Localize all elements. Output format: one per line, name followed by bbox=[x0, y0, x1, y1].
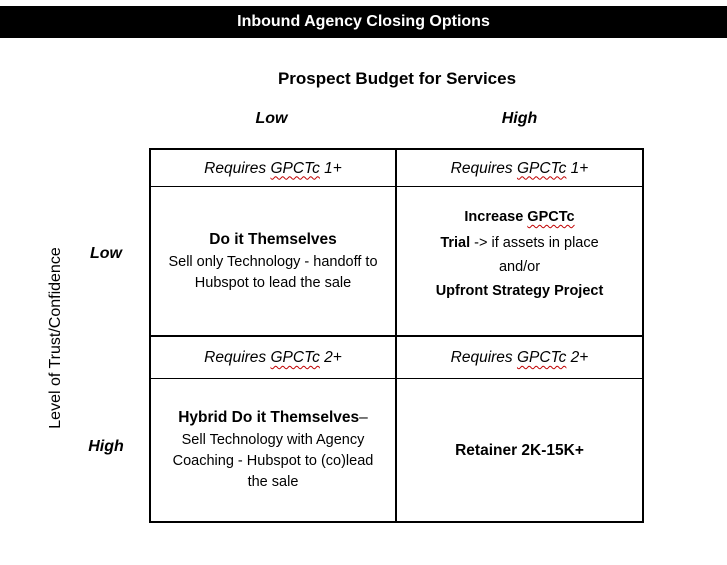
bottom-right-option bbox=[397, 379, 642, 521]
y-axis-high-label: High bbox=[88, 438, 124, 455]
requirement-level: 2+ bbox=[319, 349, 342, 366]
option-text: Hubspot to lead the sale bbox=[194, 274, 352, 291]
requirement-prefix: Requires bbox=[204, 159, 271, 177]
option-heading bbox=[464, 205, 574, 229]
y-axis-title: Level of Trust/Confidence bbox=[47, 247, 64, 429]
option-heading: Retainer 2K-15K+ bbox=[455, 441, 584, 459]
heading-dash: – bbox=[359, 409, 368, 426]
requirement-term: GPCTc bbox=[516, 159, 567, 177]
requirement-term: GPCTc bbox=[270, 159, 320, 177]
title-bar bbox=[0, 6, 727, 38]
requirement-level: 2+ bbox=[566, 349, 589, 366]
page-title: Inbound Agency Closing Options bbox=[237, 13, 490, 30]
x-axis-low-label: Low bbox=[255, 110, 288, 127]
y-axis-low-label: Low bbox=[90, 245, 122, 262]
requirement-prefix: Requires bbox=[450, 159, 517, 177]
bottom-left-requirement bbox=[151, 337, 397, 379]
options-matrix bbox=[149, 148, 644, 523]
option-heading: Upfront Strategy Project bbox=[435, 283, 604, 299]
option-text: Coaching - Hubspot to (co)lead bbox=[172, 453, 374, 469]
requirement-level: 1+ bbox=[566, 159, 589, 177]
requirement-prefix: Requires bbox=[204, 349, 271, 366]
top-left-option bbox=[151, 187, 397, 337]
heading-term: GPCTc bbox=[527, 209, 575, 225]
requirement-term: GPCTc bbox=[516, 349, 567, 366]
requirement-prefix: Requires bbox=[450, 349, 517, 366]
x-axis-high-label: High bbox=[501, 110, 538, 127]
trial-label: Trial bbox=[440, 235, 471, 251]
option-text bbox=[440, 231, 598, 255]
heading-prefix: Increase bbox=[464, 209, 528, 225]
option-text: Sell Technology with Agency bbox=[181, 432, 365, 448]
option-heading: Do it Themselves bbox=[209, 230, 337, 248]
x-axis-title: Prospect Budget for Services bbox=[277, 69, 517, 88]
option-text: and/or bbox=[498, 259, 541, 275]
bottom-left-option bbox=[151, 379, 397, 521]
trial-text: -> if assets in place bbox=[470, 235, 599, 251]
option-text: Sell only Technology - handoff to bbox=[168, 253, 378, 270]
requirement-level: 1+ bbox=[319, 159, 342, 177]
option-heading bbox=[178, 407, 368, 428]
top-left-requirement bbox=[151, 150, 397, 187]
bottom-right-requirement bbox=[397, 337, 642, 379]
top-right-option bbox=[397, 187, 642, 337]
top-right-requirement bbox=[397, 150, 642, 187]
heading-text: Hybrid Do it Themselves bbox=[178, 409, 360, 426]
option-text: the sale bbox=[247, 474, 299, 490]
requirement-term: GPCTc bbox=[270, 349, 320, 366]
